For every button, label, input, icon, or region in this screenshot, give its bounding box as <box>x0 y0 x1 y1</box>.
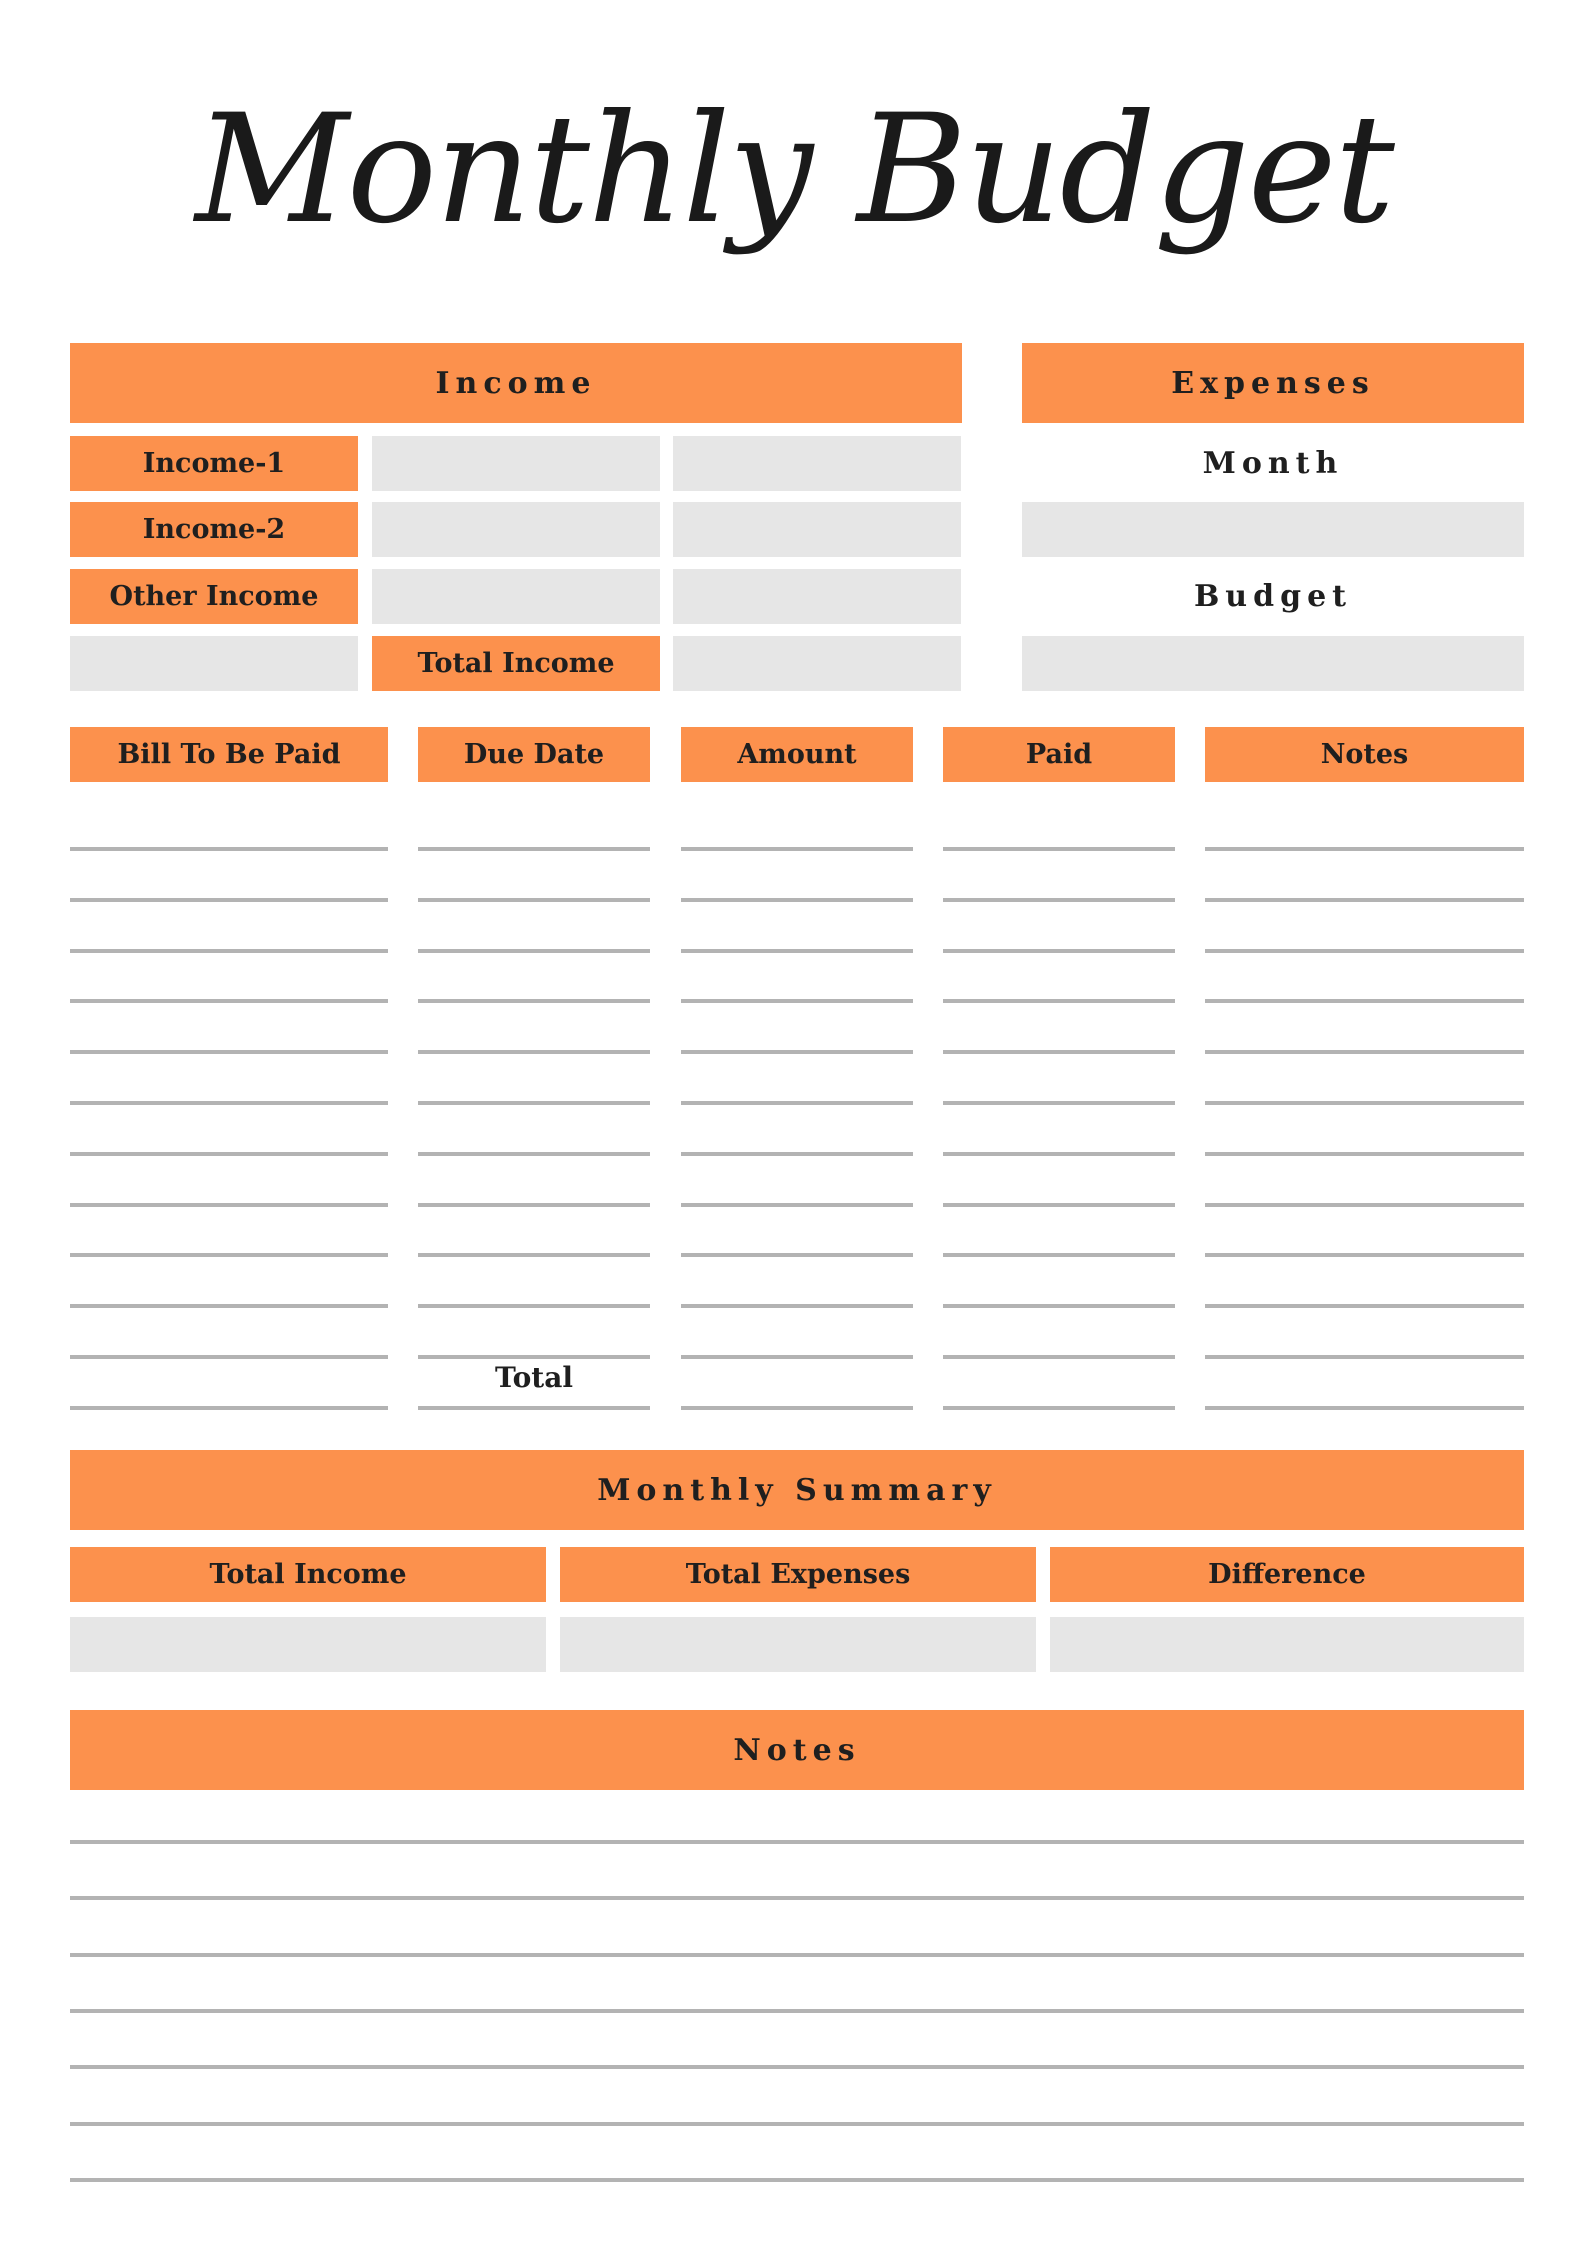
summary-total-expenses-field[interactable] <box>560 1617 1036 1672</box>
bill-row-line[interactable] <box>1205 1050 1524 1054</box>
income-total-spacer-field[interactable] <box>70 636 358 691</box>
bill-row-line[interactable] <box>681 898 913 902</box>
budget-label: Budget <box>1193 579 1353 614</box>
summary-difference-field[interactable] <box>1050 1617 1524 1672</box>
budget-field[interactable] <box>1022 636 1524 691</box>
due-date-column-header: Due Date <box>418 727 650 782</box>
income-header: Income <box>70 343 962 423</box>
bill-row-line[interactable] <box>70 898 388 902</box>
income-1-label: Income-1 <box>70 436 358 491</box>
summary-total-expenses-header: Total Expenses <box>560 1547 1036 1602</box>
bill-row-line[interactable] <box>418 949 650 953</box>
month-field[interactable] <box>1022 502 1524 557</box>
other-income-field-a[interactable] <box>372 569 660 624</box>
bill-row-line[interactable] <box>418 1304 650 1308</box>
expenses-header: Expenses <box>1022 343 1524 423</box>
income-2-field-a[interactable] <box>372 502 660 557</box>
bill-row-line[interactable] <box>943 1101 1175 1105</box>
bill-row-line[interactable] <box>1205 1304 1524 1308</box>
notes-line[interactable] <box>70 2065 1524 2069</box>
bill-row-line[interactable] <box>943 1050 1175 1054</box>
bill-row-line[interactable] <box>943 1253 1175 1257</box>
bill-row-line[interactable] <box>681 1304 913 1308</box>
bill-row-line[interactable] <box>70 1304 388 1308</box>
bill-row-line[interactable] <box>943 1152 1175 1156</box>
bill-row-line[interactable] <box>70 1253 388 1257</box>
bill-row-line[interactable] <box>681 949 913 953</box>
income-1-field-b[interactable] <box>673 436 961 491</box>
notes-line[interactable] <box>70 1840 1524 1844</box>
bills-total-label: Total <box>494 1360 573 1394</box>
notes-line[interactable] <box>70 1896 1524 1900</box>
bill-row-line[interactable] <box>1205 1152 1524 1156</box>
page-title: Monthly Budget <box>195 83 1393 257</box>
income-2-field-b[interactable] <box>673 502 961 557</box>
bill-row-line[interactable] <box>1205 1101 1524 1105</box>
other-income-field-b[interactable] <box>673 569 961 624</box>
bill-row-line[interactable] <box>943 1203 1175 1207</box>
summary-total-income-field[interactable] <box>70 1617 546 1672</box>
bill-row-line[interactable] <box>418 1050 650 1054</box>
summary-header: Monthly Summary <box>70 1450 1524 1530</box>
bill-row-line[interactable] <box>418 1152 650 1156</box>
notes-line[interactable] <box>70 1953 1524 1957</box>
other-income-label: Other Income <box>70 569 358 624</box>
bill-row-line[interactable] <box>943 1406 1175 1410</box>
bill-row-line[interactable] <box>681 1355 913 1359</box>
bill-column-header: Bill To Be Paid <box>70 727 388 782</box>
bill-row-line[interactable] <box>681 1101 913 1105</box>
bill-row-line[interactable] <box>943 949 1175 953</box>
bill-row-line[interactable] <box>943 1304 1175 1308</box>
bill-row-line[interactable] <box>1205 847 1524 851</box>
notes-header: Notes <box>70 1710 1524 1790</box>
bill-row-line[interactable] <box>418 1203 650 1207</box>
paid-column-header: Paid <box>943 727 1175 782</box>
total-income-label: Total Income <box>372 636 660 691</box>
bill-row-line[interactable] <box>418 1406 650 1410</box>
income-1-field-a[interactable] <box>372 436 660 491</box>
bill-row-line[interactable] <box>681 999 913 1003</box>
bill-row-line[interactable] <box>681 1253 913 1257</box>
bill-row-line[interactable] <box>943 847 1175 851</box>
amount-column-header: Amount <box>681 727 913 782</box>
bill-row-line[interactable] <box>1205 1203 1524 1207</box>
bill-row-line[interactable] <box>70 1152 388 1156</box>
notes-line[interactable] <box>70 2178 1524 2182</box>
bill-row-line[interactable] <box>70 1101 388 1105</box>
summary-difference-header: Difference <box>1050 1547 1524 1602</box>
bill-row-line[interactable] <box>1205 1253 1524 1257</box>
bill-row-line[interactable] <box>681 1152 913 1156</box>
bill-row-line[interactable] <box>1205 898 1524 902</box>
bill-row-line[interactable] <box>943 999 1175 1003</box>
bill-row-line[interactable] <box>418 1101 650 1105</box>
total-income-field[interactable] <box>673 636 961 691</box>
bill-row-line[interactable] <box>70 847 388 851</box>
bill-row-line[interactable] <box>70 949 388 953</box>
bill-row-line[interactable] <box>70 1203 388 1207</box>
bill-row-line[interactable] <box>1205 999 1524 1003</box>
notes-column-header: Notes <box>1205 727 1524 782</box>
notes-line[interactable] <box>70 2122 1524 2126</box>
notes-line[interactable] <box>70 2009 1524 2013</box>
summary-total-income-header: Total Income <box>70 1547 546 1602</box>
bill-row-line[interactable] <box>418 898 650 902</box>
bill-row-line[interactable] <box>1205 1355 1524 1359</box>
bill-row-line[interactable] <box>70 1355 388 1359</box>
bill-row-line[interactable] <box>1205 949 1524 953</box>
bill-row-line[interactable] <box>681 1050 913 1054</box>
bill-row-line[interactable] <box>1205 1406 1524 1410</box>
bill-row-line[interactable] <box>418 847 650 851</box>
bill-row-line[interactable] <box>681 1203 913 1207</box>
bill-row-line[interactable] <box>943 1355 1175 1359</box>
bill-row-line[interactable] <box>418 999 650 1003</box>
bill-row-line[interactable] <box>681 1406 913 1410</box>
bill-row-line[interactable] <box>418 1253 650 1257</box>
month-label: Month <box>1202 446 1344 481</box>
bill-row-line[interactable] <box>70 1406 388 1410</box>
bill-row-line[interactable] <box>70 1050 388 1054</box>
bill-row-line[interactable] <box>70 999 388 1003</box>
income-2-label: Income-2 <box>70 502 358 557</box>
bill-row-line[interactable] <box>943 898 1175 902</box>
bill-row-line[interactable] <box>681 847 913 851</box>
